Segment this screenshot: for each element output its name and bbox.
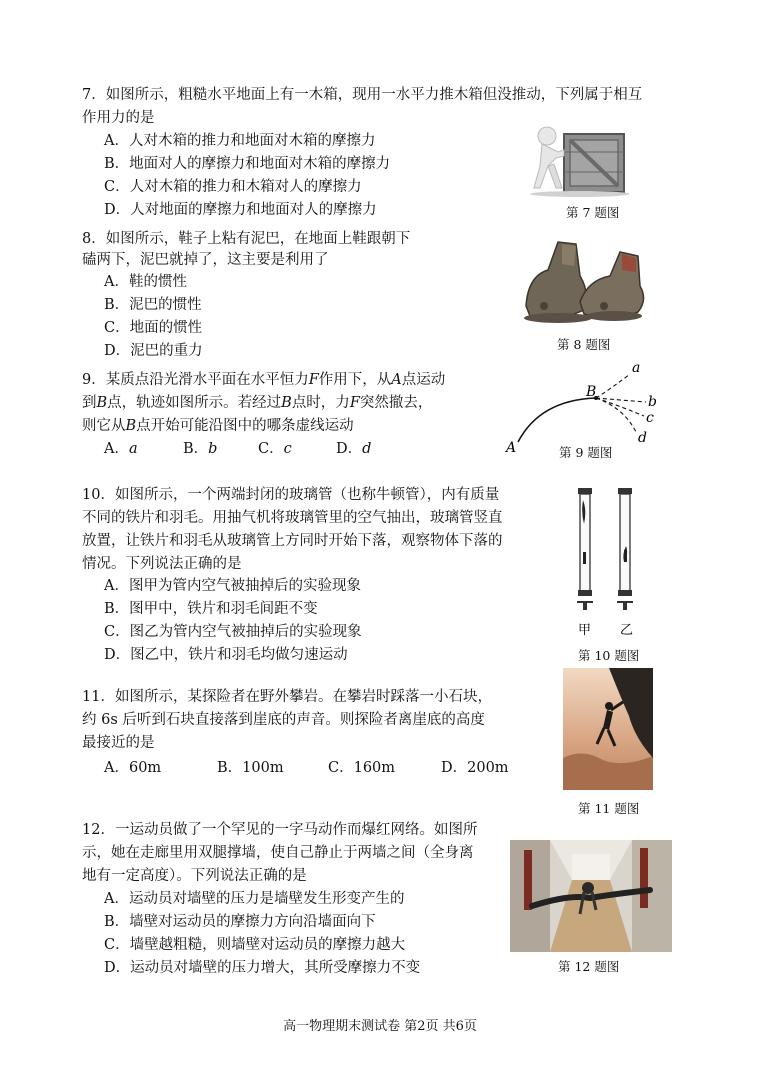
page-footer: 高一物理期末测试卷 第2页 共6页	[283, 1019, 477, 1034]
q9-option-value: b	[208, 441, 218, 457]
q7-option-a[interactable]: A．人对木箱的推力和地面对木箱的摩擦力	[104, 133, 376, 149]
q7-option-c[interactable]: C．人对木箱的推力和木箱对人的摩擦力	[104, 179, 362, 195]
q11-option-a[interactable]: A．60m	[104, 760, 162, 776]
q9-option-letter: B．	[183, 441, 209, 457]
q11-stem-line3: 最接近的是	[82, 735, 155, 751]
q9-var-B: B	[125, 418, 137, 434]
q10-figure-newton-tubes	[566, 484, 650, 640]
q7-option-b[interactable]: B．地面对人的摩擦力和地面对木箱的摩擦力	[104, 156, 391, 172]
q7-option-d[interactable]: D．人对地面的摩擦力和地面对人的摩擦力	[104, 202, 377, 218]
q9-var-F: F	[308, 372, 319, 388]
q10-option-a[interactable]: A．图甲为管内空气被抽掉后的实验现象	[104, 578, 361, 594]
q7-caption: 第 7 题图	[566, 205, 620, 220]
q9-text: 则它从	[82, 418, 126, 434]
q9-option-a[interactable]	[104, 438, 138, 462]
q9-var-F: F	[349, 395, 360, 411]
q12-option-b[interactable]: B．墙壁对运动员的摩擦力方向沿墙面向下	[104, 914, 376, 930]
q9-option-letter: A．	[104, 441, 129, 457]
q8-stem-line2: 磕两下，泥巴就掉了，这主要是利用了	[82, 252, 329, 268]
q10-caption: 第 10 题图	[578, 648, 640, 663]
q9-label-B: B	[586, 384, 597, 400]
q7-stem-line1: 7．如图所示，粗糙水平地面上有一木箱，现用一水平力推木箱但没推动，下列属于相互	[82, 87, 643, 103]
q12-option-d[interactable]: D．运动员对墙壁的压力增大，其所受摩擦力不变	[104, 960, 421, 976]
q10-iron-jia	[583, 552, 586, 564]
q10-label-jia: 甲	[578, 623, 592, 638]
q9-stem-line3	[82, 415, 354, 439]
q12-stem-line1: 12．一运动员做了一个罕见的一字马动作而爆红网络。如图所	[82, 822, 478, 838]
q12-stem-line2: 示，她在走廊里用双腿撑墙，使自己静止于两墙之间（全身离	[82, 845, 474, 861]
q9-text: 突然撤去，	[359, 395, 433, 411]
q11-option-b[interactable]: B．100m	[217, 760, 284, 776]
q9-label-d: d	[638, 430, 647, 446]
q7-figure-person-pushing-crate	[520, 122, 632, 198]
q10-option-d[interactable]: D．图乙中，铁片和羽毛均做匀速运动	[104, 647, 348, 663]
q11-figure-rock-climber	[563, 668, 653, 790]
q8-option-d[interactable]: D．泥巴的重力	[104, 343, 203, 359]
q11-option-d[interactable]: D．200m	[441, 760, 509, 776]
q9-option-c[interactable]	[258, 438, 292, 462]
q9-caption: 第 9 题图	[559, 445, 613, 460]
q8-stem-line1: 8．如图所示，鞋子上粘有泥巴，在地面上鞋跟朝下	[82, 231, 411, 247]
q9-text: 到	[82, 395, 97, 411]
q10-stem-line3: 放置，让铁片和羽毛从玻璃管上方同时开始下落，观察物体下落的	[82, 533, 503, 549]
q11-option-c[interactable]: C．160m	[328, 760, 396, 776]
q9-label-a: a	[632, 360, 641, 376]
q9-text: 9．某质点沿光滑水平面在水平恒力	[82, 372, 309, 388]
q9-text: 点开始可能沿图中的哪条虚线运动	[136, 418, 354, 434]
q8-caption: 第 8 题图	[557, 337, 611, 352]
q9-label-A: A	[506, 440, 517, 456]
q12-caption: 第 12 题图	[558, 959, 620, 974]
q10-stem-line4: 情况。下列说法正确的是	[82, 556, 242, 572]
q9-dashed-d	[596, 398, 636, 432]
q9-var-A: A	[391, 372, 402, 388]
q9-text: 点运动	[401, 372, 446, 388]
q10-option-b[interactable]: B．图甲中，铁片和羽毛间距不变	[104, 601, 318, 617]
q9-text: 点，轨迹如图所示。若经过	[107, 395, 282, 411]
q10-stem-line1: 10．如图所示，一个两端封闭的玻璃管（也称牛顿管），内有质量	[82, 487, 500, 503]
q9-option-value: a	[128, 441, 138, 457]
q9-option-b[interactable]	[183, 438, 217, 462]
q9-option-letter: C．	[258, 441, 284, 457]
q8-option-c[interactable]: C．地面的惯性	[104, 320, 203, 336]
q9-option-value: d	[362, 441, 372, 457]
q9-label-b: b	[648, 394, 657, 410]
q9-trajectory-curve	[518, 398, 596, 442]
q9-dashed-a	[596, 374, 630, 398]
q9-text: 点时，力	[291, 395, 350, 411]
q8-option-b[interactable]: B．泥巴的惯性	[104, 297, 202, 313]
q9-option-value: c	[283, 441, 292, 457]
q12-figure-corridor-split	[510, 840, 672, 952]
q9-var-B: B	[96, 395, 108, 411]
q9-stem-line1	[82, 369, 445, 393]
q9-option-d[interactable]	[336, 438, 371, 462]
q12-option-a[interactable]: A．运动员对墙壁的压力是墙壁发生形变产生的	[104, 891, 405, 907]
q10-label-yi: 乙	[620, 623, 634, 638]
q9-text: 作用下，从	[318, 372, 392, 388]
q9-stem-line2	[82, 392, 432, 416]
q12-option-c[interactable]: C．墙壁越粗糙，则墙壁对运动员的摩擦力越大	[104, 937, 406, 953]
q12-stem-line3: 地有一定高度）。下列说法正确的是	[82, 868, 307, 884]
q8-figure-muddy-boots	[518, 236, 650, 328]
q11-caption: 第 11 题图	[578, 801, 640, 816]
q10-stem-line2: 不同的铁片和羽毛。用抽气机将玻璃管里的空气抽出，玻璃管竖直	[82, 510, 503, 526]
q11-stem-line1: 11．如图所示，某探险者在野外攀岩。在攀岩时踩落一小石块，	[82, 689, 492, 705]
q9-label-c: c	[646, 410, 654, 426]
q11-stem-line2: 约 6s 后听到石块直接落到崖底的声音。则探险者离崖底的高度	[82, 712, 485, 728]
q7-stem-line2: 作用力的是	[82, 110, 155, 126]
q9-option-letter: D．	[336, 441, 363, 457]
q9-var-B: B	[281, 395, 292, 411]
q8-option-a[interactable]: A．鞋的惯性	[104, 274, 187, 290]
q10-iron-yi	[624, 550, 627, 562]
q10-option-c[interactable]: C．图乙为管内空气被抽掉后的实验现象	[104, 624, 362, 640]
